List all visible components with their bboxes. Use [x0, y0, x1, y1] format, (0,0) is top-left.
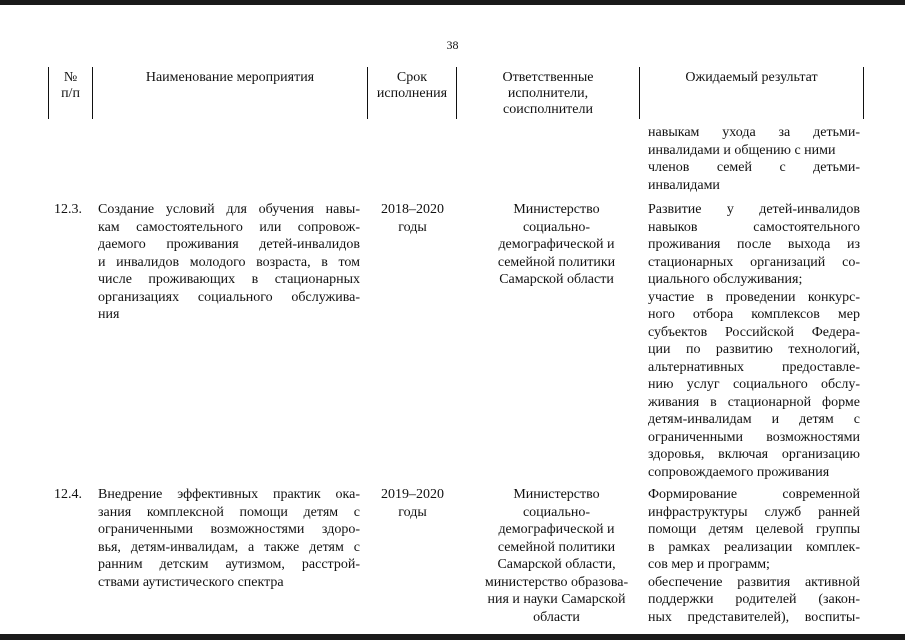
- top-border: [0, 0, 905, 5]
- row-12-3-name: Создание условий для обучения навы- кам самостоятельного или сопровож- даемого проживания детей-инвалидов и инвалидов молодого возраста, в том числе проживающих в стационарных организациях социального обслужива- ния: [98, 202, 360, 322]
- header-term: Срок исполнения: [368, 67, 457, 119]
- row-12-4-responsible: Министерство социально- демографической и семейной политики Самарской области, министерство образова- ния и науки Самарской области: [484, 487, 629, 625]
- row-12-4-result: Формирование современной инфраструктуры служб ранней помощи детям целевой группы в рамках реализации комплек- сов мер и программ; обеспечение развития активной поддержки родителей (закон- ных представителей), воспиты-: [648, 487, 860, 625]
- row-12-3-num: 12.3.: [54, 202, 82, 217]
- row-0-result: навыкам ухода за детьми- инвалидами и общению с ними членов семей с детьми- инвалидами: [648, 125, 860, 193]
- page-number: 38: [446, 38, 459, 52]
- row-12-3-result: Развитие у детей-инвалидов навыков самостоятельного проживания после выхода из стационарных организаций со- циального обслуживания; участие в проведении конкурс- ного отбора комплексов мер субъектов Российской Федера- ции по развитию технологий, альтернативных предоставле- нию услуг социального обслу- живания в стационарной форме детям-инвалидам и детям с ограниченными возможностями здоровья, включая организацию сопровождаемого проживания: [648, 202, 860, 480]
- row-12-3-responsible: Министерство социально- демографической и семейной политики Самарской области: [497, 202, 616, 287]
- row-12-4-num: 12.4.: [54, 487, 82, 502]
- header-name: Наименование мероприятия: [93, 67, 368, 119]
- header-responsible: Ответственные исполнители, соисполнители: [457, 67, 640, 119]
- row-12-4-term: 2019–2020 годы: [381, 487, 444, 520]
- header-num: № п/п: [48, 67, 93, 119]
- row-12-3-term: 2018–2020 годы: [381, 202, 444, 235]
- bottom-border: [0, 634, 905, 640]
- header-result: Ожидаемый результат: [640, 67, 864, 119]
- row-12-4-name: Внедрение эффективных практик ока- зания комплексной помощи детям с ограниченными возможностями здоро- вья, детям-инвалидам, а также детям с ранним детским аутизмом, расстрой- ствами аутистического спектра: [98, 487, 360, 590]
